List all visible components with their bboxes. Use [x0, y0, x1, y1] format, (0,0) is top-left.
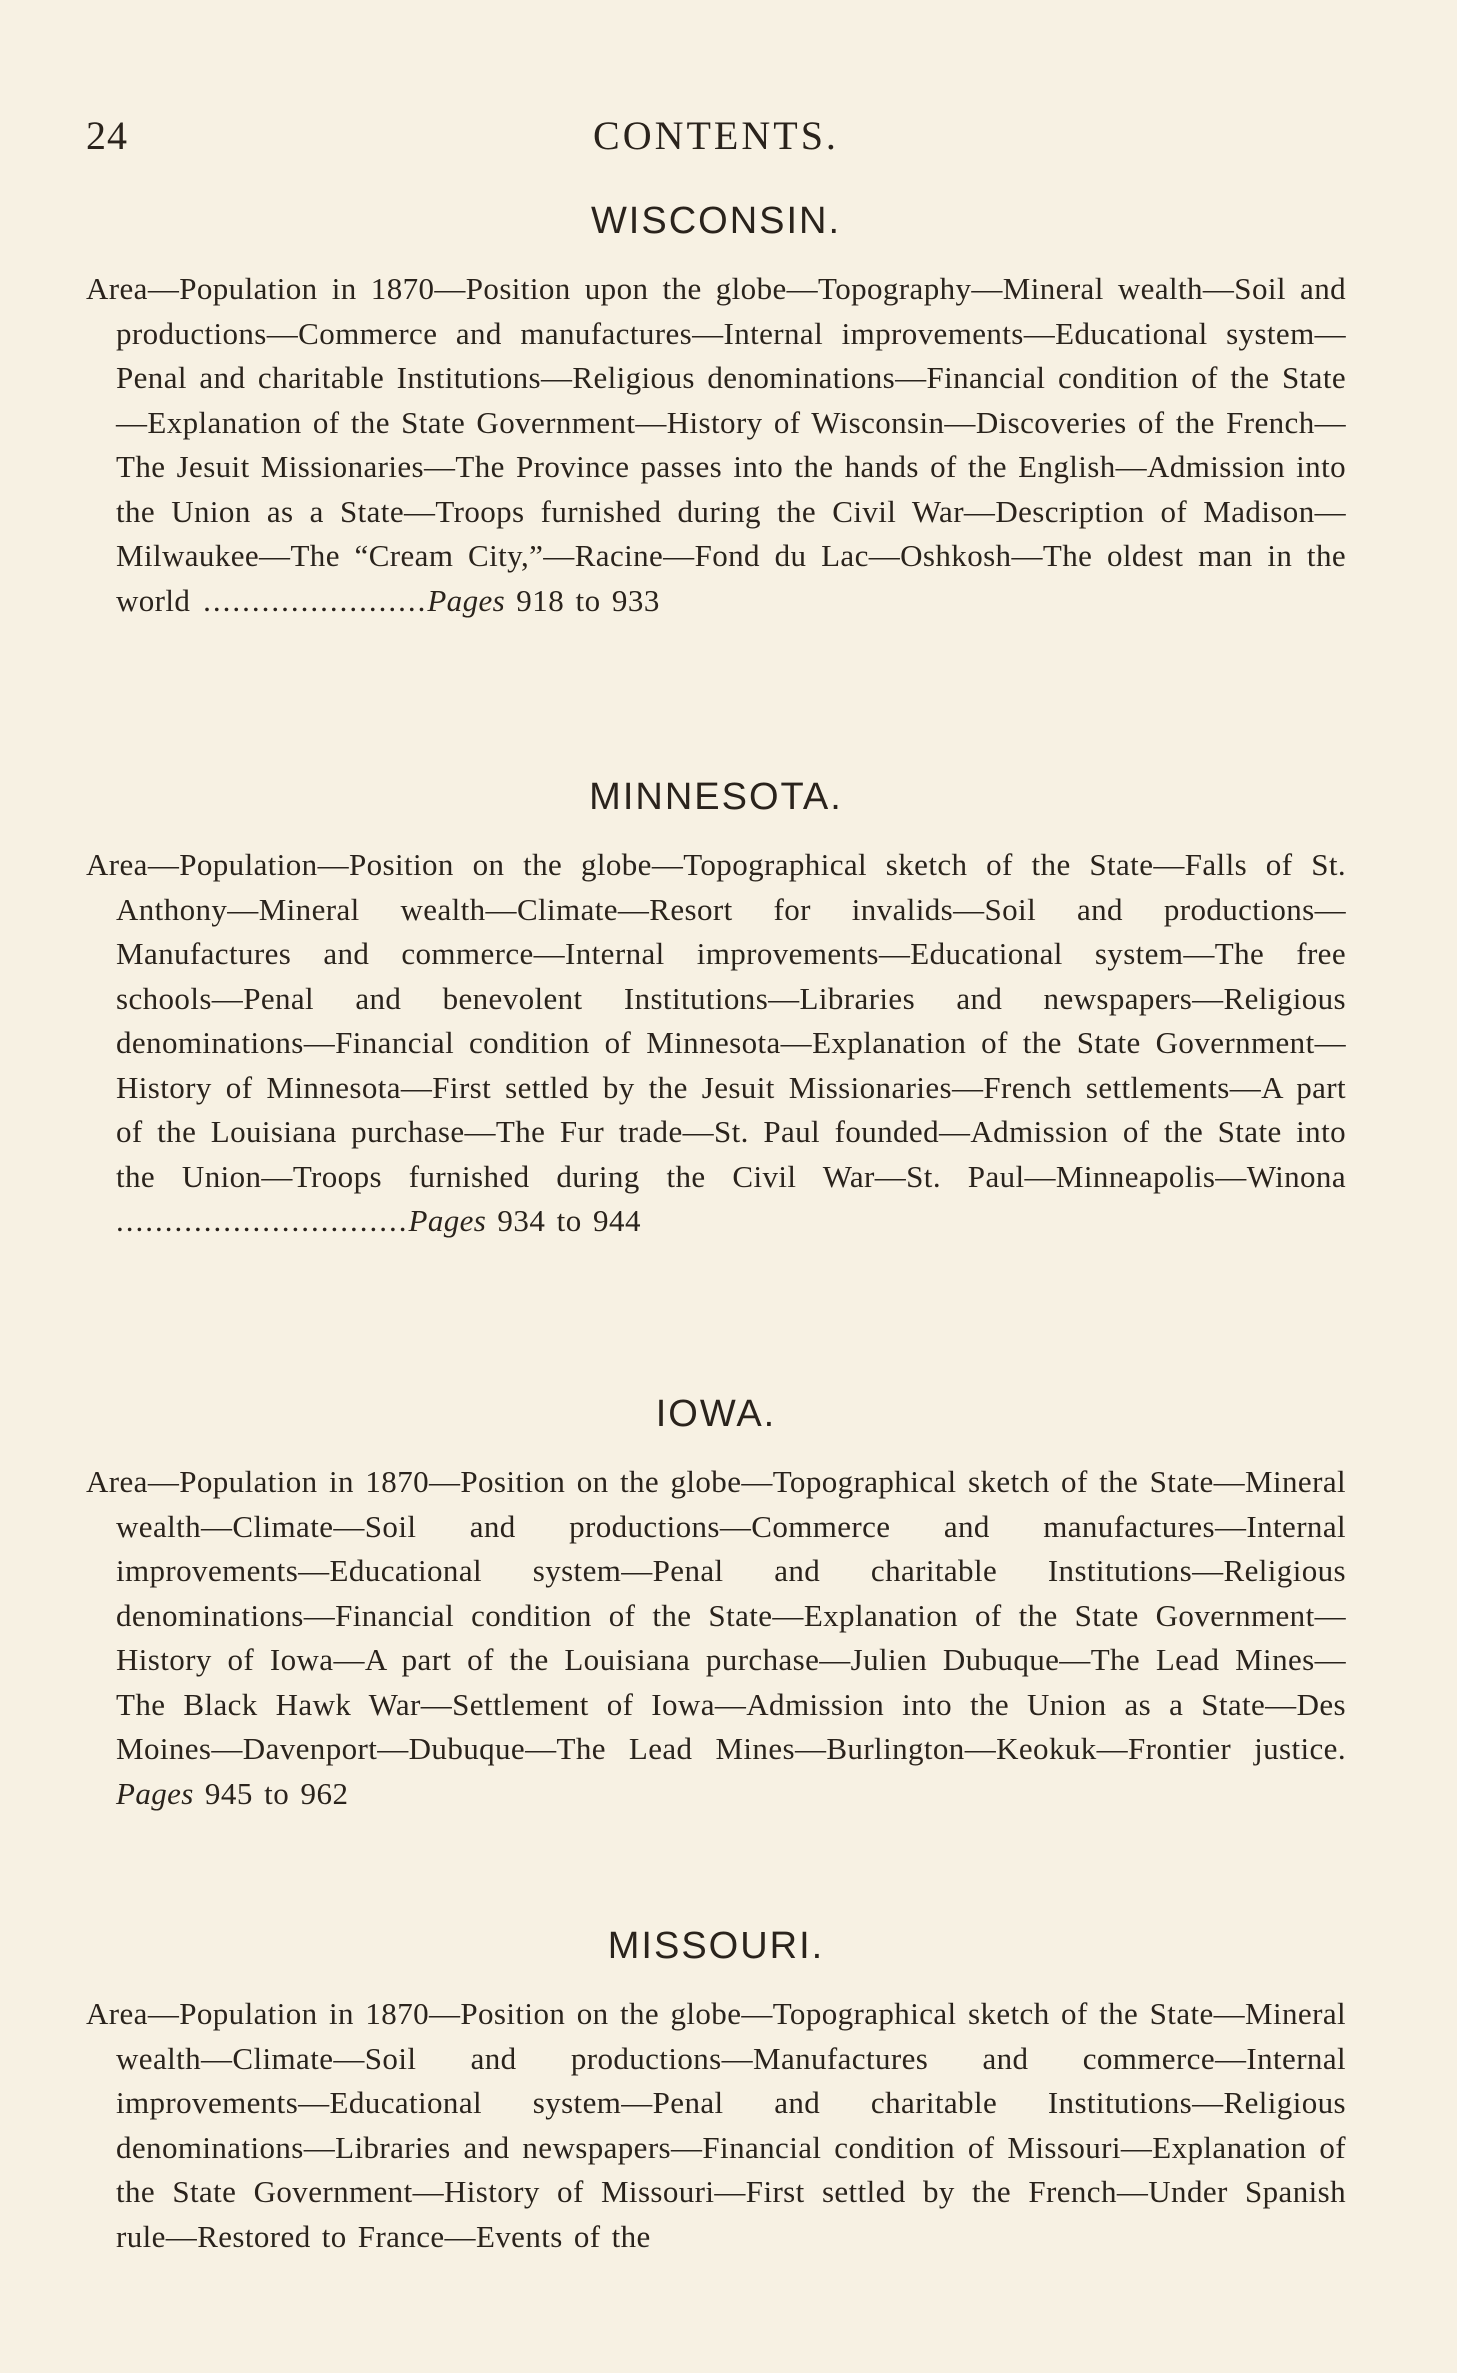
page-reference: [116, 1203, 641, 1238]
section-iowa: [86, 1393, 1346, 1816]
pages-label: Pages: [427, 582, 506, 618]
section-title: MINNESOTA.: [589, 776, 843, 818]
dot-leader: ..............................: [116, 1203, 409, 1238]
section-body: [86, 843, 1346, 1244]
page-number: 24: [86, 113, 128, 158]
section-text: Area—Population in 1870—Position on the globe—Topographical sketch of the State—Mineral wealth—Climate—Soil and productions—Commerce and manufactures—Internal improvements—Educational system—Penal and charitable Institutions—Religious denominations—Financial condition of the State—Explanation of the State Government—History of Iowa—A part of the Louisiana purchase—Julien Dubuque—The Lead Mines—The Black Hawk War—Settlement of Iowa—Admission into the Union as a State—Des Moines—Davenport—Dubuque—The Lead Mines—Burlington—Keokuk—Frontier justice.: [86, 1464, 1346, 1766]
section-wisconsin: [86, 200, 1346, 623]
section-title: WISCONSIN.: [590, 200, 842, 242]
section-body: [86, 1460, 1346, 1816]
page-reference: [116, 1776, 349, 1811]
section-title: MISSOURI.: [607, 1925, 825, 1967]
section-body: [86, 267, 1346, 623]
section-text: Area—Population in 1870—Position upon the globe—Topography—Mineral wealth—Soil and productions—Commerce and manufactures—Internal improvements—Educational system—Penal and charitable Institutions—Religious denominations—Financial condition of the State—Explanation of the State Government—History of Wisconsin—Discoveries of the French—The Jesuit Missionaries—The Province passes into the hands of the English—Admission into the Union as a State—Troops furnished during the Civil War—Description of Madison—Milwaukee—The “Cream City,”—Racine—Fond du Lac—Oshkosh—The oldest man in the world: [86, 271, 1346, 618]
page-reference: [190, 583, 660, 618]
section-text: Area—Population—Position on the globe—Topographical sketch of the State—Falls of St. Anthony—Mineral wealth—Climate—Resort for invalids—Soil and productions—Manufactures and commerce—Internal improvements—Educational system—The free schools—Penal and benevolent Institutions—Libraries and newspapers—Religious denominations—Financial condition of Minnesota—Explanation of the State Government—History of Minnesota—First settled by the Jesuit Missionaries—French settlements—A part of the Louisiana purchase—The Fur trade—St. Paul founded—Admission of the State into the Union—Troops furnished during the Civil War—St. Paul—Minneapolis—Winona: [86, 847, 1346, 1194]
pages-label: Pages: [408, 1203, 487, 1238]
section-minnesota: [86, 776, 1346, 1244]
section-body: [86, 1992, 1346, 2259]
section-text: Area—Population in 1870—Position on the globe—Topographical sketch of the State—Mineral wealth—Climate—Soil and productions—Manufactures and commerce—Internal improvements—Educational system—Penal and charitable Institutions—Religious denominations—Libraries and newspapers—Financial condition of Missouri—Explanation of the State Government—History of Missouri—First settled by the French—Under Spanish rule—Restored to France—Events of the: [86, 1996, 1346, 2254]
page-range: 945 to 962: [204, 1775, 349, 1811]
page-range: 918 to 933: [516, 582, 660, 618]
running-head: CONTENTS.: [593, 113, 839, 158]
dot-leader: .......................: [190, 582, 428, 618]
section-title: IOWA.: [655, 1393, 777, 1435]
pages-label: Pages: [116, 1775, 194, 1811]
page-range: 934 to 944: [497, 1203, 642, 1238]
page-header: [86, 112, 1346, 172]
section-missouri: [86, 1925, 1346, 2259]
